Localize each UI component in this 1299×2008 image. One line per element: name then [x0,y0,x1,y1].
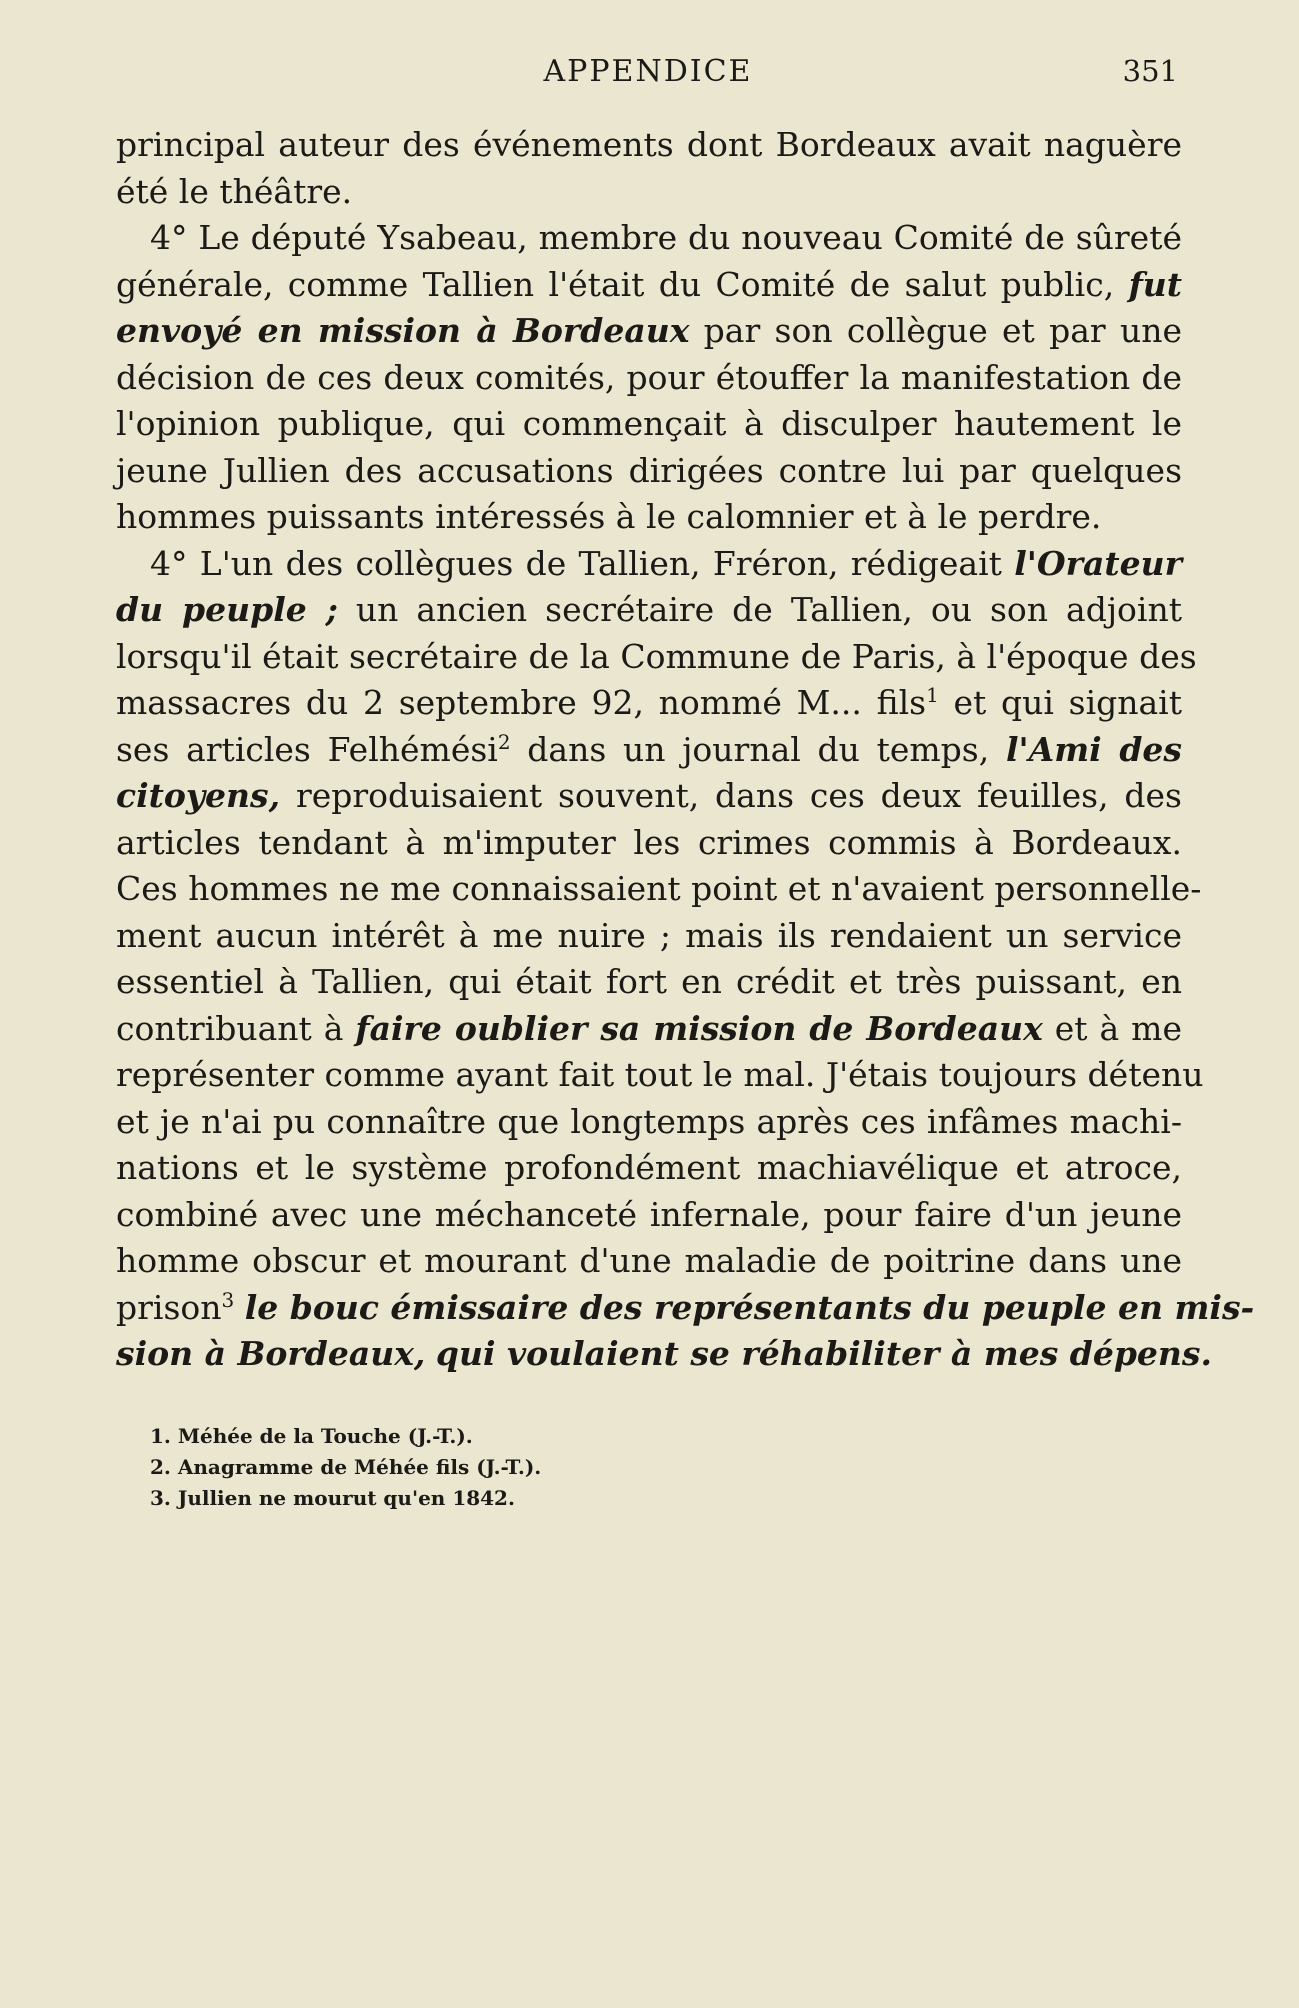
text-run: contribuant à [116,1008,344,1048]
emphasis-text: le bouc émissaire des représentants du peuple en mis- [244,1287,1255,1327]
text-line [116,1192,1182,1239]
text-run: générale, comme Tallien l'était du Comité de salut public, [116,264,1115,304]
text-line [116,913,1182,960]
text-line [116,355,1182,402]
text-line [116,587,1182,634]
text-run: 4° Le député Ysabeau, membre du nouveau Comité de sûreté [150,218,1182,257]
text-line [116,262,1182,309]
footnote [150,1421,850,1452]
text-run: hommes puissants intéressés à le calomnier et à le perdre. [116,497,1102,536]
text-run: lorsqu'il était secrétaire de la Commune de Paris, à l'époque des [116,636,1197,676]
text-line [116,1145,1182,1192]
text-line [116,122,1182,169]
text-run: ses articles Felhémési [116,729,498,769]
text-run: combiné avec une méchanceté infernale, pour faire d'un jeune [116,1194,1182,1234]
emphasis-text: citoyens, [116,776,281,815]
text-run: et à me [1054,1008,1182,1048]
emphasis-text: l'Orateur [1014,543,1182,583]
footnote-number: 3. [150,1486,171,1510]
text-run: Ces hommes ne me connaissaient point et n'avaient personnelle- [116,869,1202,908]
text-line [116,634,1197,681]
footnote-ref: 2 [497,729,511,754]
text-line [116,773,1182,820]
footnote-text: Anagramme de Méhée fils (J.-T.). [177,1455,542,1479]
text-run: été le théâtre. [116,171,353,211]
footnote-number: 1. [150,1424,171,1448]
paragraph-start-line [116,541,1182,588]
text-run: par son collègue et par une [703,311,1182,350]
running-title: APPENDICE [543,54,753,89]
running-head [118,54,1178,98]
text-line [116,1006,1182,1053]
text-line [116,169,1182,216]
text-line [116,959,1182,1006]
text-line [116,494,1182,541]
emphasis-text: qui voulaient se réhabiliter à mes dépens. [435,1334,1212,1373]
text-line [116,1099,1182,1146]
text-line [116,820,1182,867]
footnote-text: Méhée de la Touche (J.-T.). [177,1424,473,1448]
footnote [150,1483,850,1514]
text-line [116,308,1182,355]
text-run: et je n'ai pu connaître que longtemps après ces infâmes machi- [116,1101,1182,1141]
emphasis-text: sion à Bordeaux, [116,1334,426,1373]
text-run: décision de ces deux comités, pour étouffer la manifestation de [116,357,1182,397]
text-run: et qui signait [953,683,1182,722]
text-run: dans un journal du temps, [527,729,990,769]
emphasis-text: l'Ami des [1005,729,1183,769]
text-line [116,1331,1212,1378]
text-line [116,866,1202,913]
footnote [150,1452,850,1483]
text-run: ment aucun intérêt à me nuire ; mais ils rendaient un service [116,915,1182,955]
text-run: massacres du 2 septembre 92, nommé M... fils [116,683,927,722]
emphasis-text: du peuple ; [116,590,338,629]
body-text [116,122,1255,1378]
text-line [116,1285,1255,1332]
text-run: principal auteur des événements dont Bordeaux avait naguère [116,125,1182,164]
text-line [116,727,1182,774]
text-run: prison [116,1287,222,1327]
text-line [116,1238,1182,1285]
footnote-ref: 3 [221,1287,235,1312]
text-run: nations et le système profondément machiavélique et atroce, [116,1148,1182,1187]
text-run: articles tendant à m'imputer les crimes commis à Bordeaux. [116,822,1182,862]
text-line [116,1052,1204,1099]
text-line [116,401,1182,448]
emphasis-text: envoyé en mission à Bordeaux [116,311,690,350]
text-run: homme obscur et mourant d'une maladie de poitrine dans une [116,1241,1182,1280]
footnote-ref: 1 [926,683,939,707]
text-line [116,680,1182,727]
paragraph-start-line [116,215,1182,262]
text-run: l'opinion publique, qui commençait à disculper hautement le [116,404,1182,443]
footnote-number: 2. [150,1455,171,1479]
text-run: essentiel à Tallien, qui était fort en crédit et très puissant, en [116,962,1182,1001]
footnotes [150,1421,850,1514]
text-run: représenter comme ayant fait tout le mal. J'étais toujours détenu [116,1055,1204,1094]
text-run: jeune Jullien des accusations dirigées contre lui par quelques [116,450,1182,490]
page-number: 351 [1122,54,1178,88]
footnote-text: Jullien ne mourut qu'en 1842. [177,1486,515,1510]
emphasis-text: faire oublier sa mission de Bordeaux [355,1008,1043,1048]
text-run: 4° L'un des collègues de Tallien, Fréron, rédigeait [150,543,1002,583]
text-line [116,448,1182,495]
text-run: un ancien secrétaire de Tallien, ou son adjoint [355,590,1182,629]
emphasis-text: fut [1128,264,1182,304]
text-run: reproduisaient souvent, dans ces deux feuilles, des [295,776,1182,815]
